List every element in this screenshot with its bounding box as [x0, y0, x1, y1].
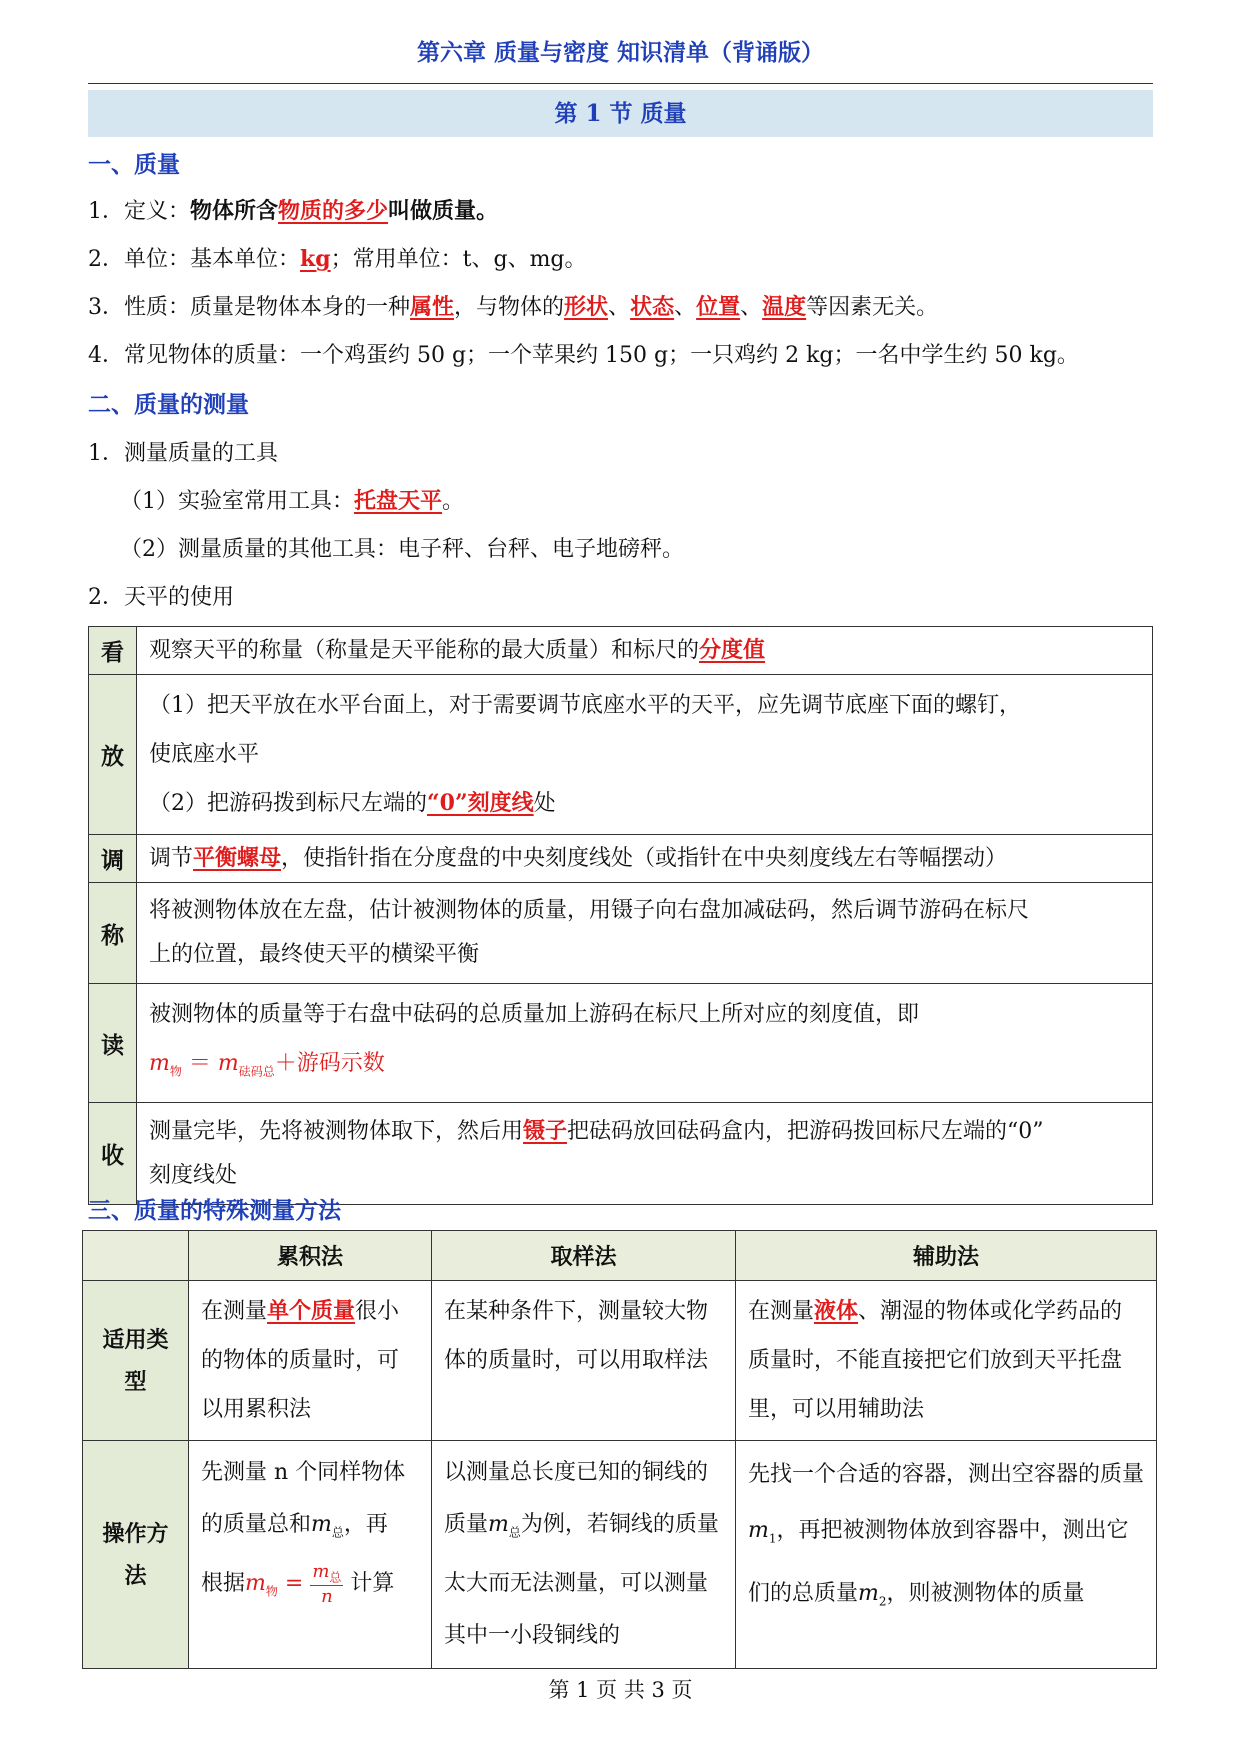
step-keyword: 分度值: [699, 637, 766, 663]
step-text: [149, 779, 1140, 828]
formula-subscript: 1: [768, 1531, 777, 1546]
step-key-look: 看: [89, 627, 137, 675]
formula-subscript: 总: [508, 1525, 521, 1540]
formula-symbol: m: [217, 1051, 239, 1076]
reading-formula: [149, 1039, 1140, 1096]
formula-equals: =: [277, 1571, 311, 1597]
formula-equals: ＝: [181, 1051, 218, 1076]
formula-symbol: m: [149, 1051, 170, 1076]
cell-text: 先测量 n 个同样物体的质量总和: [201, 1460, 406, 1537]
step-adjust: [137, 835, 1153, 883]
step-keyword: 平衡螺母: [193, 845, 282, 871]
cell-cumulative-operation: [189, 1441, 432, 1669]
property-text: ，与物体的: [454, 295, 565, 320]
header-blank: [83, 1231, 189, 1281]
step-text: 测量完毕，先将被测物体取下，然后用: [149, 1119, 524, 1145]
step-place: [137, 675, 1153, 835]
formula-subscript: 总: [329, 1570, 342, 1585]
document-title: 第六章 质量与密度 知识清单（背诵版）: [416, 39, 824, 66]
table-row: [83, 1281, 1157, 1441]
title-divider: [88, 83, 1153, 84]
property-keyword-position: 位置: [696, 294, 741, 320]
cell-text: 以测量总长度已知的铜线的质量: [444, 1460, 709, 1537]
step-key-store: 收: [89, 1103, 137, 1205]
column-header: 取样法: [432, 1231, 736, 1281]
definition-text-1: 物体所含: [190, 198, 279, 224]
cell-text: ，则被测物体的质量: [886, 1581, 1085, 1607]
cell-text: 在测量: [748, 1299, 815, 1324]
step-text: 调节: [149, 846, 194, 871]
separator: 、: [608, 295, 631, 320]
definition-line: [88, 194, 498, 225]
separator: 、: [674, 295, 697, 320]
formula-symbol: m: [311, 1512, 332, 1537]
formula-subscript: 物: [265, 1584, 278, 1599]
table-row: [89, 835, 1153, 883]
table-row: [89, 675, 1153, 835]
unit-keyword: kg: [300, 246, 331, 272]
formula-symbol: m: [748, 1518, 769, 1543]
formula-subscript: 2: [878, 1594, 887, 1609]
table-row: [89, 1103, 1153, 1205]
definition-text-2: 叫做质量。: [388, 198, 499, 224]
tool-line-2: （2）测量质量的其他工具：电子秤、台秤、电子地磅秤。: [120, 537, 684, 562]
fraction-denominator: n: [321, 1586, 333, 1608]
step-text: 被测物体的质量等于右盘中砝码的总质量加上游码在标尺上所对应的刻度值，即: [149, 1002, 920, 1027]
heading-measurement: 二、质量的测量: [88, 391, 249, 418]
step-read: [137, 984, 1153, 1103]
separator: 、: [740, 295, 763, 320]
step-look: [137, 627, 1153, 675]
special-methods-table: [82, 1230, 1157, 1669]
cell-text: 在测量: [201, 1299, 268, 1324]
section-banner: 第 1 节 质量: [88, 90, 1153, 137]
punct: 。: [442, 489, 465, 514]
step-text: 刻度线处: [149, 1163, 238, 1189]
cell-sampling-operation: [432, 1441, 736, 1669]
step-key-adjust: 调: [89, 835, 137, 883]
step-keyword: “0”刻度线: [427, 790, 534, 816]
property-keyword-state: 状态: [630, 294, 675, 320]
step-text: [149, 1109, 1140, 1154]
cell-keyword: 单个质量: [267, 1298, 356, 1324]
table-row: [89, 627, 1153, 675]
property-text-end: 等因素无关。: [806, 295, 939, 320]
cell-keyword: 液体: [814, 1298, 859, 1324]
common-masses-line: 4．常见物体的质量：一个鸡蛋约 50 g；一个苹果约 150 g；一只鸡约 2 kg；一名中学生约 50 kg。: [88, 343, 1079, 368]
balance-steps-table: [88, 626, 1153, 1205]
step-text: 观察天平的称量（称量是天平能称的最大质量）和标尺的: [149, 638, 700, 663]
table-header-row: [83, 1231, 1157, 1281]
property-label: 3．性质：质量是物体本身的一种: [88, 295, 410, 320]
table-row: [89, 984, 1153, 1103]
step-text: 将被测物体放在左盘，估计被测物体的质量，用镊子向右盘加减砝码，然后调节游码在标尺: [149, 898, 1030, 923]
definition-label: 1．定义：: [88, 199, 190, 224]
row-key-operation: 操作方法: [83, 1441, 189, 1669]
cell-auxiliary-operation: [736, 1441, 1157, 1669]
step-text: 处: [533, 791, 556, 816]
cell-text: 很小的物体的质量时，可以用累积法: [201, 1299, 400, 1422]
formula-subscript: 物: [169, 1064, 182, 1079]
definition-keyword: 物质的多少: [278, 198, 389, 224]
step-text: 把砝码放回砝码盒内，把游码拨回标尺左端的“0”: [567, 1119, 1044, 1145]
step-keyword: 镊子: [523, 1118, 568, 1145]
step-key-weigh: 称: [89, 883, 137, 984]
fraction-numerator: $m_总$: [312, 1560, 342, 1585]
row-key-applicable: 适用类型: [83, 1281, 189, 1441]
property-line: [88, 290, 938, 321]
step-text: （1）把天平放在水平台面上，对于需要调节底座水平的天平，应先调节底座下面的螺钉，: [149, 693, 1022, 718]
formula-symbol: m: [488, 1512, 509, 1537]
page-footer: 第 1 页 共 3 页: [548, 1678, 693, 1702]
step-weigh: [137, 883, 1153, 984]
property-keyword-shape: 形状: [564, 294, 609, 320]
column-header: 辅助法: [736, 1231, 1157, 1281]
unit-label: 2．单位：基本单位：: [88, 247, 300, 272]
table-row: [89, 883, 1153, 984]
table-row: [83, 1441, 1157, 1669]
step-key-place: 放: [89, 675, 137, 835]
cell-text: 计算: [350, 1571, 395, 1597]
cell-text: 根据: [201, 1571, 246, 1597]
step-key-read: 读: [89, 984, 137, 1103]
tool-label: （1）实验室常用工具：: [120, 489, 354, 514]
property-keyword-attribute: 属性: [410, 294, 455, 320]
step-text: 上的位置，最终使天平的横梁平衡: [149, 942, 480, 967]
tools-title: 1．测量质量的工具: [88, 441, 278, 466]
step-text: （2）把游码拨到标尺左端的: [149, 791, 427, 816]
cell-auxiliary-applicable: [736, 1281, 1157, 1441]
column-header: 累积法: [189, 1231, 432, 1281]
tool-line-1: [120, 484, 464, 515]
step-store: [137, 1103, 1153, 1205]
cell-text: 为例，若铜线的质量太大而无法测量，可以测量其中一小段铜线的: [444, 1512, 719, 1649]
cell-text: ，再把被测物体放到容器中，测出它们的总质量: [748, 1518, 1129, 1607]
cell-text: 、潮湿的物体或化学药品的质量时，不能直接把它们放到天平托盘里，可以用辅助法: [748, 1299, 1123, 1422]
property-keyword-temperature: 温度: [762, 294, 807, 320]
formula-symbol: m: [858, 1581, 879, 1607]
cell-text: 先找一个合适的容器，测出空容器的质量: [748, 1462, 1145, 1487]
unit-text: ；常用单位：t、g、mg。: [330, 247, 587, 272]
step-text: 使底座水平: [149, 742, 260, 767]
balance-use-title: 2．天平的使用: [88, 585, 234, 610]
fraction: [310, 1560, 343, 1608]
tool-keyword: 托盘天平: [354, 488, 443, 514]
formula-subscript: 总: [331, 1525, 344, 1540]
formula-symbol: m: [245, 1571, 266, 1597]
formula-text: ＋游码示数: [274, 1051, 385, 1076]
heading-special-methods: 三、质量的特殊测量方法: [88, 1197, 341, 1224]
heading-mass: 一、质量: [88, 151, 180, 178]
cell-sampling-applicable: 在某种条件下，测量较大物体的质量时，可以用取样法: [432, 1281, 736, 1441]
cell-cumulative-applicable: [189, 1281, 432, 1441]
cell-text: ，再: [343, 1512, 388, 1537]
unit-line: [88, 242, 587, 273]
step-text: ，使指针指在分度盘的中央刻度线处（或指针在中央刻度线左右等幅摆动）: [281, 846, 1008, 871]
formula-subscript: 砝码总: [238, 1064, 275, 1079]
